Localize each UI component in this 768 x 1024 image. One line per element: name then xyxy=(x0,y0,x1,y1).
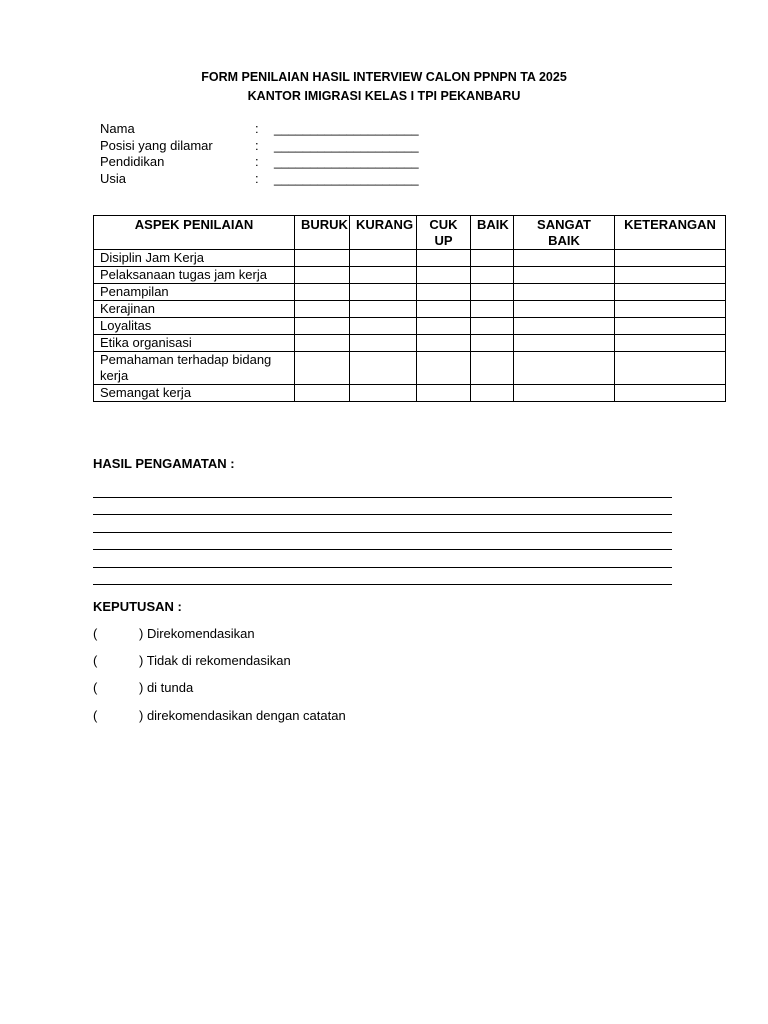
score-cell-baik[interactable] xyxy=(471,284,514,301)
score-cell-buruk[interactable] xyxy=(295,318,350,335)
identity-row-pendidikan xyxy=(100,154,420,171)
score-cell-kurang[interactable] xyxy=(350,335,417,352)
score-cell-sangat-baik[interactable] xyxy=(514,318,615,335)
col-header-baik: BAIK xyxy=(471,216,514,250)
decision-option-label: ) direkomendasikan dengan catatan xyxy=(139,708,346,723)
identity-label: Pendidikan xyxy=(100,154,165,170)
checkbox-open-paren: ( xyxy=(93,653,98,668)
score-cell-kurang[interactable] xyxy=(350,267,417,284)
keterangan-cell[interactable] xyxy=(615,284,726,301)
score-cell-kurang[interactable] xyxy=(350,250,417,267)
score-cell-cukup[interactable] xyxy=(417,284,471,301)
score-cell-sangat-baik[interactable] xyxy=(514,335,615,352)
keterangan-cell[interactable] xyxy=(615,385,726,402)
observation-line[interactable] xyxy=(93,497,672,498)
score-cell-buruk[interactable] xyxy=(295,335,350,352)
identity-label: Usia xyxy=(100,171,127,187)
score-cell-cukup[interactable] xyxy=(417,318,471,335)
identity-row-posisi xyxy=(100,138,420,155)
score-cell-kurang[interactable] xyxy=(350,301,417,318)
checkbox-open-paren: ( xyxy=(93,626,98,641)
score-cell-cukup[interactable] xyxy=(417,267,471,284)
identity-row-nama xyxy=(100,121,420,138)
observation-line[interactable] xyxy=(93,567,672,568)
form-title-line1: FORM PENILAIAN HASIL INTERVIEW CALON PPNPN TA 2025 xyxy=(201,70,567,84)
score-cell-baik[interactable] xyxy=(471,267,514,284)
identity-blank: ____________________ xyxy=(274,121,419,136)
score-cell-cukup[interactable] xyxy=(417,335,471,352)
table-header-row xyxy=(94,216,726,250)
score-cell-kurang[interactable] xyxy=(350,318,417,335)
observation-line[interactable] xyxy=(93,584,672,585)
keterangan-cell[interactable] xyxy=(615,267,726,284)
score-cell-kurang[interactable] xyxy=(350,352,417,385)
score-cell-buruk[interactable] xyxy=(295,352,350,385)
hasil-pengamatan-heading: HASIL PENGAMATAN : xyxy=(93,456,235,471)
score-cell-baik[interactable] xyxy=(471,318,514,335)
score-cell-baik[interactable] xyxy=(471,335,514,352)
score-cell-buruk[interactable] xyxy=(295,250,350,267)
decision-option-ditunda[interactable] xyxy=(93,679,493,697)
score-cell-buruk[interactable] xyxy=(295,301,350,318)
keputusan-heading: KEPUTUSAN : xyxy=(93,599,182,614)
score-cell-sangat-baik[interactable] xyxy=(514,267,615,284)
aspect-label: Pemahaman terhadap bidang kerja xyxy=(94,352,295,385)
aspect-label: Kerajinan xyxy=(94,301,295,318)
score-cell-buruk[interactable] xyxy=(295,267,350,284)
identity-colon: : xyxy=(255,121,259,136)
decision-option-dengan-catatan[interactable] xyxy=(93,707,493,725)
aspect-label: Semangat kerja xyxy=(94,385,295,402)
aspect-label: Penampilan xyxy=(94,284,295,301)
checkbox-open-paren: ( xyxy=(93,708,98,723)
identity-colon: : xyxy=(255,154,259,170)
identity-blank: ____________________ xyxy=(274,171,419,187)
observation-line[interactable] xyxy=(93,532,672,533)
keterangan-cell[interactable] xyxy=(615,301,726,318)
keterangan-cell[interactable] xyxy=(615,318,726,335)
aspect-label: Loyalitas xyxy=(94,318,295,335)
score-cell-baik[interactable] xyxy=(471,352,514,385)
col-header-buruk: BURUK xyxy=(295,216,350,250)
decision-option-direkomendasikan[interactable] xyxy=(93,625,493,643)
col-header-aspek: ASPEK PENILAIAN xyxy=(94,216,295,250)
score-cell-cukup[interactable] xyxy=(417,250,471,267)
score-cell-baik[interactable] xyxy=(471,301,514,318)
table-row xyxy=(94,301,726,318)
table-row xyxy=(94,335,726,352)
decision-option-label: ) Tidak di rekomendasikan xyxy=(139,653,291,668)
decision-option-tidak-direkomendasikan[interactable] xyxy=(93,652,493,670)
col-header-cukup: CUKUP xyxy=(417,216,471,250)
score-cell-baik[interactable] xyxy=(471,385,514,402)
score-cell-baik[interactable] xyxy=(471,250,514,267)
identity-fields xyxy=(100,121,420,188)
identity-colon: : xyxy=(255,137,259,153)
table-row xyxy=(94,267,726,284)
identity-label: Nama xyxy=(100,121,135,136)
score-cell-sangat-baik[interactable] xyxy=(514,352,615,385)
form-title-line2: KANTOR IMIGRASI KELAS I TPI PEKANBARU xyxy=(247,89,521,103)
identity-blank: ____________________ xyxy=(274,154,419,170)
table-row xyxy=(94,318,726,335)
aspect-label: Etika organisasi xyxy=(94,335,295,352)
decision-option-label: ) Direkomendasikan xyxy=(139,626,255,641)
score-cell-sangat-baik[interactable] xyxy=(514,284,615,301)
score-cell-cukup[interactable] xyxy=(417,301,471,318)
keterangan-cell[interactable] xyxy=(615,335,726,352)
score-cell-buruk[interactable] xyxy=(295,385,350,402)
score-cell-kurang[interactable] xyxy=(350,284,417,301)
table-row xyxy=(94,250,726,267)
score-cell-sangat-baik[interactable] xyxy=(514,301,615,318)
assessment-table xyxy=(93,215,726,402)
score-cell-cukup[interactable] xyxy=(417,352,471,385)
decision-option-label: ) di tunda xyxy=(139,680,194,695)
checkbox-open-paren: ( xyxy=(93,680,98,695)
col-header-kurang: KURANG xyxy=(350,216,417,250)
aspect-label: Pelaksanaan tugas jam kerja xyxy=(94,267,295,284)
keterangan-cell[interactable] xyxy=(615,352,726,385)
observation-line[interactable] xyxy=(93,514,672,515)
score-cell-sangat-baik[interactable] xyxy=(514,250,615,267)
col-header-sangat-baik: SANGAT BAIK xyxy=(514,216,615,250)
table-row xyxy=(94,352,726,385)
col-header-keterangan: KETERANGAN xyxy=(615,216,726,250)
identity-blank: ____________________ xyxy=(274,137,419,153)
table-row xyxy=(94,385,726,402)
score-cell-cukup[interactable] xyxy=(417,385,471,402)
identity-colon: : xyxy=(255,171,259,187)
keterangan-cell[interactable] xyxy=(615,250,726,267)
score-cell-kurang[interactable] xyxy=(350,385,417,402)
score-cell-sangat-baik[interactable] xyxy=(514,385,615,402)
observation-line[interactable] xyxy=(93,549,672,550)
table-row xyxy=(94,284,726,301)
identity-row-usia xyxy=(100,171,420,188)
score-cell-buruk[interactable] xyxy=(295,284,350,301)
identity-label: Posisi yang dilamar xyxy=(100,137,213,153)
aspect-label: Disiplin Jam Kerja xyxy=(94,250,295,267)
